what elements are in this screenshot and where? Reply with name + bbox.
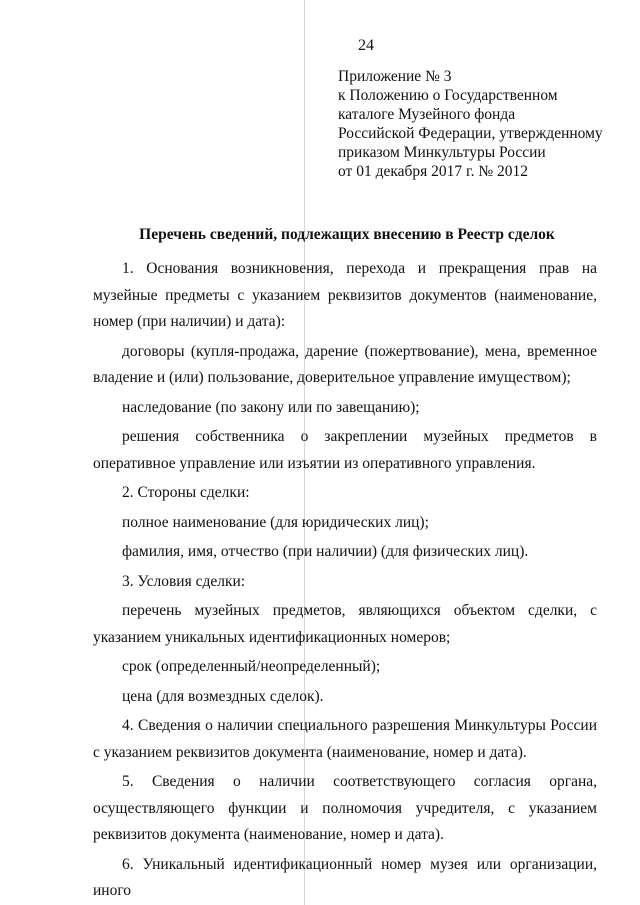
appendix-line: Приложение № 3 — [338, 68, 452, 85]
appendix-line: от 01 декабря 2017 г. № 2012 — [338, 163, 529, 180]
appendix-line: каталоге Музейного фонда — [338, 106, 516, 123]
paragraph-objects-list: перечень музейных предметов, являющихся объектом сделки, с указанием уникальных идентификационных номеров; — [93, 602, 597, 646]
paragraph-contracts: договоры (купля-продажа, дарение (пожертвование), мена, временное владение и (или) пользование, доверительное управление имуществом); — [93, 342, 597, 386]
appendix-header — [338, 67, 618, 181]
paragraph-price: цена (для возмездных сделок). — [122, 687, 324, 705]
document-body — [93, 256, 597, 905]
page-number: 24 — [358, 37, 374, 54]
paragraph-legal-entities: полное наименование (для юридических лиц); — [122, 513, 429, 531]
appendix-line: Российской Федерации, утвержденному — [338, 125, 603, 142]
paragraph-6: 6. Уникальный идентификационный номер музея или организации, иного — [93, 855, 597, 899]
paragraph-term: срок (определенный/неопределенный); — [122, 658, 381, 675]
paragraph-individuals: фамилия, имя, отчество (при наличии) (для физических лиц). — [122, 543, 529, 560]
paragraph-owner-decisions: решения собственника о закреплении музейных предметов в оперативное управление или изъятии из оперативного управления. — [93, 428, 597, 472]
paragraph-2: 2. Стороны сделки: — [122, 484, 250, 501]
paragraph-3: 3. Условия сделки: — [122, 572, 246, 590]
document-title: Перечень сведений, подлежащих внесению в Реестр сделок — [139, 226, 555, 243]
paragraph-4: 4. Сведения о наличии специального разрешения Минкультуры России с указанием реквизитов документа (наименование, номер и дата). — [93, 717, 597, 761]
paragraph-inheritance: наследование (по закону или по завещанию); — [122, 398, 420, 416]
paragraph-1: 1. Основания возникновения, перехода и прекращения прав на музейные предметы с указанием реквизитов документов (наименование, номер (при наличии) и дата): — [93, 260, 597, 330]
appendix-line: приказом Минкультуры России — [338, 144, 546, 161]
paragraph-5: 5. Сведения о наличии соответствующего согласия органа, осуществляющего функции и полномочия учредителя, с указанием реквизитов документа (наименование, номер и дата). — [93, 773, 597, 843]
appendix-line: к Положению о Государственном — [338, 87, 558, 104]
